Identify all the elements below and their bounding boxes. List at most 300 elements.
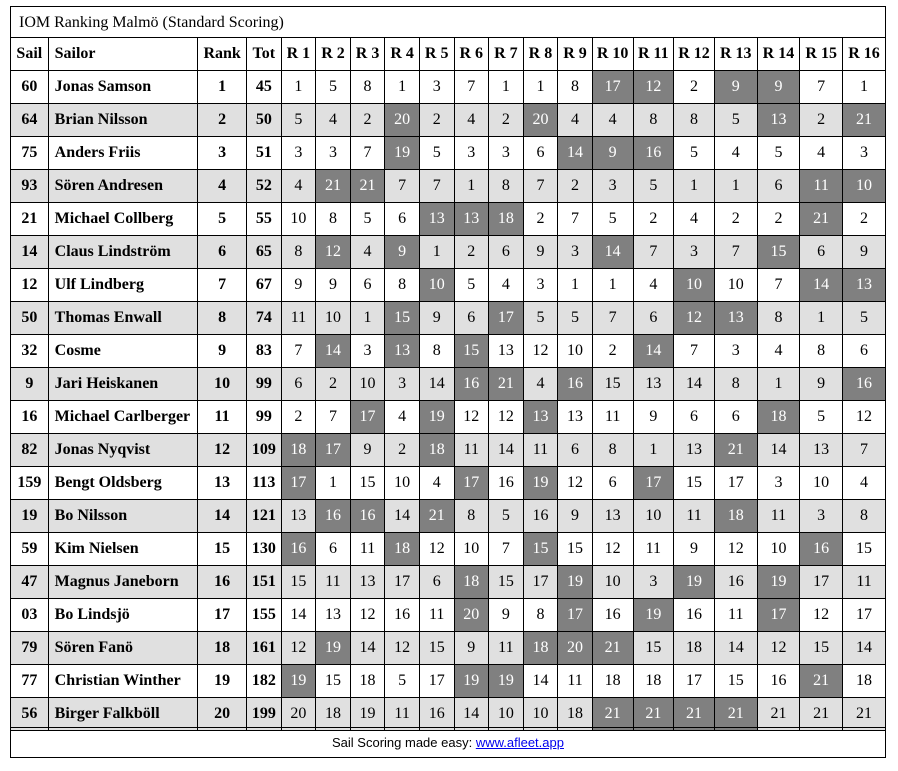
race-score: 8 (454, 500, 489, 533)
total-points: 50 (247, 104, 282, 137)
race-score: 16 (419, 698, 454, 731)
race-score-discarded: 16 (633, 137, 674, 170)
race-score: 5 (633, 170, 674, 203)
sail-number: 03 (11, 599, 49, 632)
race-score: 15 (419, 632, 454, 665)
race-score-discarded: 14 (316, 335, 351, 368)
race-score: 9 (558, 500, 593, 533)
sailor-name: Birger Falkböll (48, 698, 198, 731)
sailor-name: Cosme (48, 335, 198, 368)
race-score: 3 (316, 137, 351, 170)
race-score: 6 (633, 302, 674, 335)
race-score-discarded: 13 (454, 203, 489, 236)
race-score: 13 (592, 500, 633, 533)
race-score: 4 (419, 467, 454, 500)
race-score: 2 (674, 71, 715, 104)
race-score: 1 (489, 71, 524, 104)
race-score: 4 (385, 401, 420, 434)
race-score-discarded: 21 (419, 500, 454, 533)
race-score: 6 (843, 335, 886, 368)
race-score: 13 (350, 566, 385, 599)
race-score: 18 (350, 665, 385, 698)
race-score: 7 (281, 335, 316, 368)
race-score-discarded: 13 (843, 269, 886, 302)
race-header: R 16 (843, 38, 886, 71)
race-score: 14 (843, 632, 886, 665)
race-score: 12 (592, 533, 633, 566)
race-score: 9 (419, 302, 454, 335)
race-score: 10 (757, 533, 800, 566)
total-points: 155 (247, 599, 282, 632)
sailor-name: Brian Nilsson (48, 104, 198, 137)
race-score: 9 (800, 368, 843, 401)
race-score: 10 (489, 698, 524, 731)
race-score-discarded: 20 (523, 104, 558, 137)
race-score-discarded: 13 (419, 203, 454, 236)
race-score: 16 (523, 500, 558, 533)
race-score: 12 (714, 533, 757, 566)
race-score: 8 (843, 500, 886, 533)
race-score: 5 (350, 203, 385, 236)
total-points: 151 (247, 566, 282, 599)
sailor-name: Bo Nilsson (48, 500, 198, 533)
race-score: 14 (757, 434, 800, 467)
race-score: 15 (800, 632, 843, 665)
race-score-discarded: 19 (316, 632, 351, 665)
race-header: R 5 (419, 38, 454, 71)
race-score: 7 (385, 170, 420, 203)
race-score: 8 (419, 335, 454, 368)
race-score: 6 (523, 137, 558, 170)
total-points: 199 (247, 698, 282, 731)
rank-value: 3 (198, 137, 247, 170)
race-score: 4 (714, 137, 757, 170)
race-score: 16 (757, 665, 800, 698)
race-score-discarded: 14 (592, 236, 633, 269)
rank-value: 19 (198, 665, 247, 698)
rank-value: 9 (198, 335, 247, 368)
race-score: 16 (385, 599, 420, 632)
race-score-discarded: 21 (489, 368, 524, 401)
rank-value: 6 (198, 236, 247, 269)
race-score: 7 (633, 236, 674, 269)
race-header: R 1 (281, 38, 316, 71)
race-score-discarded: 15 (523, 533, 558, 566)
total-points: 99 (247, 401, 282, 434)
race-score: 3 (523, 269, 558, 302)
race-score: 11 (350, 533, 385, 566)
race-score: 1 (316, 467, 351, 500)
rank-value: 8 (198, 302, 247, 335)
race-score: 1 (800, 302, 843, 335)
tot-header: Tot (247, 38, 282, 71)
sailor-name: Claus Lindström (48, 236, 198, 269)
race-score: 12 (757, 632, 800, 665)
race-score: 15 (592, 368, 633, 401)
race-score: 18 (592, 665, 633, 698)
race-score: 5 (454, 269, 489, 302)
race-score-discarded: 10 (419, 269, 454, 302)
race-score: 10 (800, 467, 843, 500)
race-score: 4 (558, 104, 593, 137)
race-score: 9 (489, 599, 524, 632)
race-score-discarded: 18 (281, 434, 316, 467)
table-row (11, 302, 886, 335)
rank-value: 4 (198, 170, 247, 203)
race-score: 13 (800, 434, 843, 467)
race-score-discarded: 21 (674, 698, 715, 731)
race-score: 8 (350, 71, 385, 104)
race-score: 10 (523, 698, 558, 731)
total-points: 121 (247, 500, 282, 533)
race-score: 6 (558, 434, 593, 467)
race-score: 7 (757, 269, 800, 302)
race-score-discarded: 21 (592, 632, 633, 665)
race-score: 9 (633, 401, 674, 434)
sailor-header: Sailor (48, 38, 198, 71)
race-score: 8 (674, 104, 715, 137)
table-row (11, 401, 886, 434)
race-score: 15 (714, 665, 757, 698)
race-score: 11 (419, 599, 454, 632)
sail-number: 64 (11, 104, 49, 137)
race-score: 4 (800, 137, 843, 170)
race-score-discarded: 19 (419, 401, 454, 434)
race-score-discarded: 19 (385, 137, 420, 170)
race-score: 3 (714, 335, 757, 368)
race-score-discarded: 12 (316, 236, 351, 269)
race-score: 6 (419, 566, 454, 599)
race-score: 12 (800, 599, 843, 632)
race-score-discarded: 13 (523, 401, 558, 434)
race-score: 1 (385, 71, 420, 104)
sailor-name: Ulf Lindberg (48, 269, 198, 302)
race-score: 14 (419, 368, 454, 401)
race-score-discarded: 19 (674, 566, 715, 599)
race-score-discarded: 21 (714, 434, 757, 467)
race-score-discarded: 21 (350, 170, 385, 203)
race-score-discarded: 18 (454, 566, 489, 599)
sail-number: 79 (11, 632, 49, 665)
race-score: 18 (674, 632, 715, 665)
race-score: 1 (757, 368, 800, 401)
race-score: 5 (800, 401, 843, 434)
race-score: 4 (281, 170, 316, 203)
race-score: 2 (633, 203, 674, 236)
race-score: 7 (454, 71, 489, 104)
race-score: 8 (633, 104, 674, 137)
sail-number: 19 (11, 500, 49, 533)
race-score: 4 (489, 269, 524, 302)
race-score: 5 (316, 71, 351, 104)
table-row (11, 335, 886, 368)
race-score: 11 (757, 500, 800, 533)
race-score-discarded: 21 (800, 665, 843, 698)
race-score: 15 (489, 566, 524, 599)
race-score: 11 (843, 566, 886, 599)
race-score: 15 (316, 665, 351, 698)
race-score: 8 (489, 170, 524, 203)
race-header: R 6 (454, 38, 489, 71)
race-score: 1 (843, 71, 886, 104)
race-score: 8 (800, 335, 843, 368)
race-score-discarded: 16 (350, 500, 385, 533)
race-score-discarded: 19 (281, 665, 316, 698)
total-points: 67 (247, 269, 282, 302)
race-score: 7 (674, 335, 715, 368)
race-score: 2 (316, 368, 351, 401)
race-header: R 10 (592, 38, 633, 71)
race-score-discarded: 9 (592, 137, 633, 170)
rank-value: 17 (198, 599, 247, 632)
rank-header: Rank (198, 38, 247, 71)
race-score: 15 (558, 533, 593, 566)
race-header: R 2 (316, 38, 351, 71)
race-score: 2 (714, 203, 757, 236)
race-score: 8 (592, 434, 633, 467)
race-score: 1 (714, 170, 757, 203)
race-score-discarded: 17 (592, 71, 633, 104)
race-score-discarded: 13 (757, 104, 800, 137)
race-score: 1 (281, 71, 316, 104)
race-score: 13 (674, 434, 715, 467)
race-score: 13 (316, 599, 351, 632)
race-score: 8 (385, 269, 420, 302)
page-title: IOM Ranking Malmö (Standard Scoring) (10, 6, 886, 38)
race-score: 2 (800, 104, 843, 137)
race-score: 8 (316, 203, 351, 236)
table-row (11, 203, 886, 236)
table-row (11, 236, 886, 269)
race-score: 5 (419, 137, 454, 170)
rank-value: 1 (198, 71, 247, 104)
rank-value: 5 (198, 203, 247, 236)
race-header: R 7 (489, 38, 524, 71)
race-score: 2 (558, 170, 593, 203)
rank-value: 13 (198, 467, 247, 500)
race-score: 12 (385, 632, 420, 665)
total-points: 182 (247, 665, 282, 698)
race-score: 6 (674, 401, 715, 434)
race-score: 5 (523, 302, 558, 335)
rank-value: 18 (198, 632, 247, 665)
race-score: 7 (714, 236, 757, 269)
race-score: 14 (523, 665, 558, 698)
race-score: 11 (281, 302, 316, 335)
race-score-discarded: 16 (454, 368, 489, 401)
race-score-discarded: 13 (385, 335, 420, 368)
table-row (11, 698, 886, 731)
race-header: R 13 (714, 38, 757, 71)
race-score-discarded: 19 (523, 467, 558, 500)
race-score: 3 (281, 137, 316, 170)
race-score-discarded: 15 (454, 335, 489, 368)
race-score-discarded: 18 (385, 533, 420, 566)
race-score: 15 (674, 467, 715, 500)
rank-value: 11 (198, 401, 247, 434)
race-score-discarded: 21 (843, 104, 886, 137)
rank-value: 20 (198, 698, 247, 731)
race-score: 6 (316, 533, 351, 566)
race-score: 6 (281, 368, 316, 401)
race-score-discarded: 9 (714, 71, 757, 104)
race-score: 1 (633, 434, 674, 467)
race-score: 7 (592, 302, 633, 335)
race-score: 7 (843, 434, 886, 467)
race-score: 9 (454, 632, 489, 665)
table-row (11, 434, 886, 467)
race-score-discarded: 9 (757, 71, 800, 104)
race-score: 3 (454, 137, 489, 170)
race-score: 17 (419, 665, 454, 698)
race-score: 17 (843, 599, 886, 632)
race-score: 7 (523, 170, 558, 203)
race-score: 11 (633, 533, 674, 566)
race-score: 13 (489, 335, 524, 368)
total-points: 45 (247, 71, 282, 104)
rank-value: 10 (198, 368, 247, 401)
race-score: 4 (633, 269, 674, 302)
race-score: 3 (350, 335, 385, 368)
race-score: 7 (558, 203, 593, 236)
race-score-discarded: 19 (633, 599, 674, 632)
race-score: 14 (385, 500, 420, 533)
sail-header: Sail (11, 38, 49, 71)
race-score: 12 (454, 401, 489, 434)
race-score: 12 (419, 533, 454, 566)
race-score: 9 (281, 269, 316, 302)
race-score-discarded: 15 (757, 236, 800, 269)
race-score: 15 (281, 566, 316, 599)
race-score-discarded: 10 (843, 170, 886, 203)
sailor-name: Thomas Enwall (48, 302, 198, 335)
race-score: 17 (523, 566, 558, 599)
race-score: 19 (350, 698, 385, 731)
race-score-discarded: 16 (558, 368, 593, 401)
total-points: 161 (247, 632, 282, 665)
race-score-discarded: 19 (558, 566, 593, 599)
race-score-discarded: 16 (800, 533, 843, 566)
race-header: R 4 (385, 38, 420, 71)
race-score-discarded: 21 (714, 698, 757, 731)
race-score: 6 (350, 269, 385, 302)
sailor-name: Jari Heiskanen (48, 368, 198, 401)
race-score-discarded: 16 (843, 368, 886, 401)
race-score: 4 (316, 104, 351, 137)
race-score: 3 (843, 137, 886, 170)
race-score: 11 (523, 434, 558, 467)
table-row (11, 599, 886, 632)
race-score: 8 (757, 302, 800, 335)
sailor-name: Sören Andresen (48, 170, 198, 203)
table-row (11, 170, 886, 203)
footer-text: Sail Scoring made easy: (332, 735, 476, 750)
race-score-discarded: 14 (558, 137, 593, 170)
sail-number: 21 (11, 203, 49, 236)
race-score-discarded: 21 (592, 698, 633, 731)
afleet-link[interactable]: www.afleet.app (475, 735, 564, 750)
race-score: 1 (454, 170, 489, 203)
race-score-discarded: 21 (633, 698, 674, 731)
sailor-name: Michael Carlberger (48, 401, 198, 434)
sail-number: 9 (11, 368, 49, 401)
race-score: 1 (558, 269, 593, 302)
sailor-name: Anders Friis (48, 137, 198, 170)
race-score: 6 (714, 401, 757, 434)
race-score-discarded: 10 (674, 269, 715, 302)
total-points: 55 (247, 203, 282, 236)
footer (10, 727, 886, 758)
race-score: 16 (674, 599, 715, 632)
race-score: 10 (385, 467, 420, 500)
race-score-discarded: 11 (800, 170, 843, 203)
table-row (11, 104, 886, 137)
race-score-discarded: 14 (800, 269, 843, 302)
race-score: 3 (633, 566, 674, 599)
race-score: 14 (350, 632, 385, 665)
race-score-discarded: 19 (454, 665, 489, 698)
race-score: 18 (316, 698, 351, 731)
race-score: 18 (633, 665, 674, 698)
race-score: 3 (489, 137, 524, 170)
table-row (11, 665, 886, 698)
rank-value: 7 (198, 269, 247, 302)
race-score: 5 (385, 665, 420, 698)
table-row (11, 500, 886, 533)
race-score: 8 (558, 71, 593, 104)
race-score: 17 (385, 566, 420, 599)
race-score: 2 (350, 104, 385, 137)
total-points: 74 (247, 302, 282, 335)
race-score: 10 (558, 335, 593, 368)
race-score-discarded: 21 (800, 203, 843, 236)
race-score: 2 (757, 203, 800, 236)
sail-number: 75 (11, 137, 49, 170)
race-score: 17 (674, 665, 715, 698)
race-score: 21 (843, 698, 886, 731)
race-score-discarded: 17 (454, 467, 489, 500)
race-score: 10 (454, 533, 489, 566)
race-score: 5 (281, 104, 316, 137)
sailor-name: Kim Nielsen (48, 533, 198, 566)
total-points: 130 (247, 533, 282, 566)
race-score: 3 (800, 500, 843, 533)
race-score-discarded: 20 (454, 599, 489, 632)
race-score: 21 (757, 698, 800, 731)
race-score: 5 (489, 500, 524, 533)
race-score: 8 (523, 599, 558, 632)
sailor-name: Jonas Samson (48, 71, 198, 104)
race-header: R 8 (523, 38, 558, 71)
race-score: 16 (714, 566, 757, 599)
race-score: 20 (281, 698, 316, 731)
race-score: 14 (674, 368, 715, 401)
race-score: 10 (592, 566, 633, 599)
race-score: 5 (558, 302, 593, 335)
race-score: 3 (757, 467, 800, 500)
total-points: 83 (247, 335, 282, 368)
race-score: 6 (489, 236, 524, 269)
race-score: 14 (714, 632, 757, 665)
sail-number: 159 (11, 467, 49, 500)
sail-number: 60 (11, 71, 49, 104)
race-score: 4 (523, 368, 558, 401)
race-score: 2 (419, 104, 454, 137)
table-row (11, 467, 886, 500)
sailor-name: Jonas Nyqvist (48, 434, 198, 467)
race-score: 6 (800, 236, 843, 269)
race-score-discarded: 17 (281, 467, 316, 500)
